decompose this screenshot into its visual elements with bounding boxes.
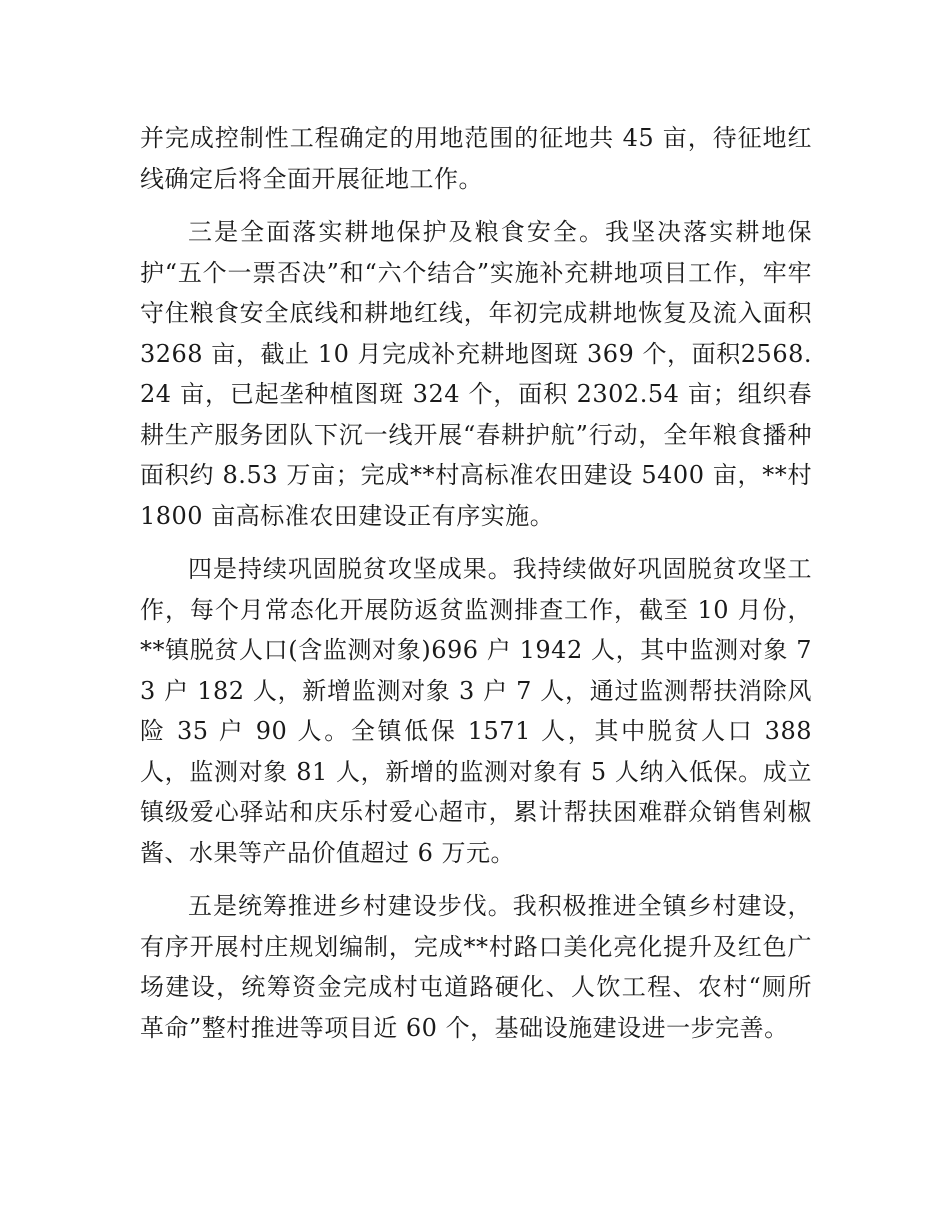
paragraph-farmland-protection: 三是全面落实耕地保护及粮食安全。我坚决落实耕地保护“五个一票否决”和“六个结合”实施补充耕地项目工作，牢牢守住粮食安全底线和耕地红线，年初完成耕地恢复及流入面积 3268 亩，截止 10 月完成补充耕地图斑 369 个，面积2568.24 亩，已起垄种植图斑 324 个，面积 2302.54 亩；组织春耕生产服务团队下沉一线开展“春耕护航”行动，全年粮食播种面积约 8.53 万亩；完成**村高标准农田建设 5400 亩，**村 1800 亩高标准农田建设正有序实施。 — [140, 218, 812, 530]
paragraph-continuation-land-acquisition: 并完成控制性工程确定的用地范围的征地共 45 亩，待征地红线确定后将全面开展征地工作。 — [140, 124, 812, 193]
paragraph-rural-construction: 五是统筹推进乡村建设步伐。我积极推进全镇乡村建设，有序开展村庄规划编制，完成**村路口美化亮化提升及红色广场建设，统筹资金完成村屯道路硬化、人饮工程、农村“厕所革命”整村推进等项目近 60 个，基础设施建设进一步完善。 — [140, 892, 812, 1042]
document-body — [140, 118, 812, 1048]
paragraph-poverty-alleviation: 四是持续巩固脱贫攻坚成果。我持续做好巩固脱贫攻坚工作，每个月常态化开展防返贫监测排查工作，截至 10 月份，**镇脱贫人口(含监测对象)696 户 1942 人，其中监测对象 73 户 182 人，新增监测对象 3 户 7 人，通过监测帮扶消除风险 35 户 90 人。全镇低保 1571 人，其中脱贫人口 388 人，监测对象 81 人，新增的监测对象有 5 人纳入低保。成立镇级爱心驿站和庆乐村爱心超市，累计帮扶困难群众销售剁椒酱、水果等产品价值超过 6 万元。 — [140, 555, 812, 867]
